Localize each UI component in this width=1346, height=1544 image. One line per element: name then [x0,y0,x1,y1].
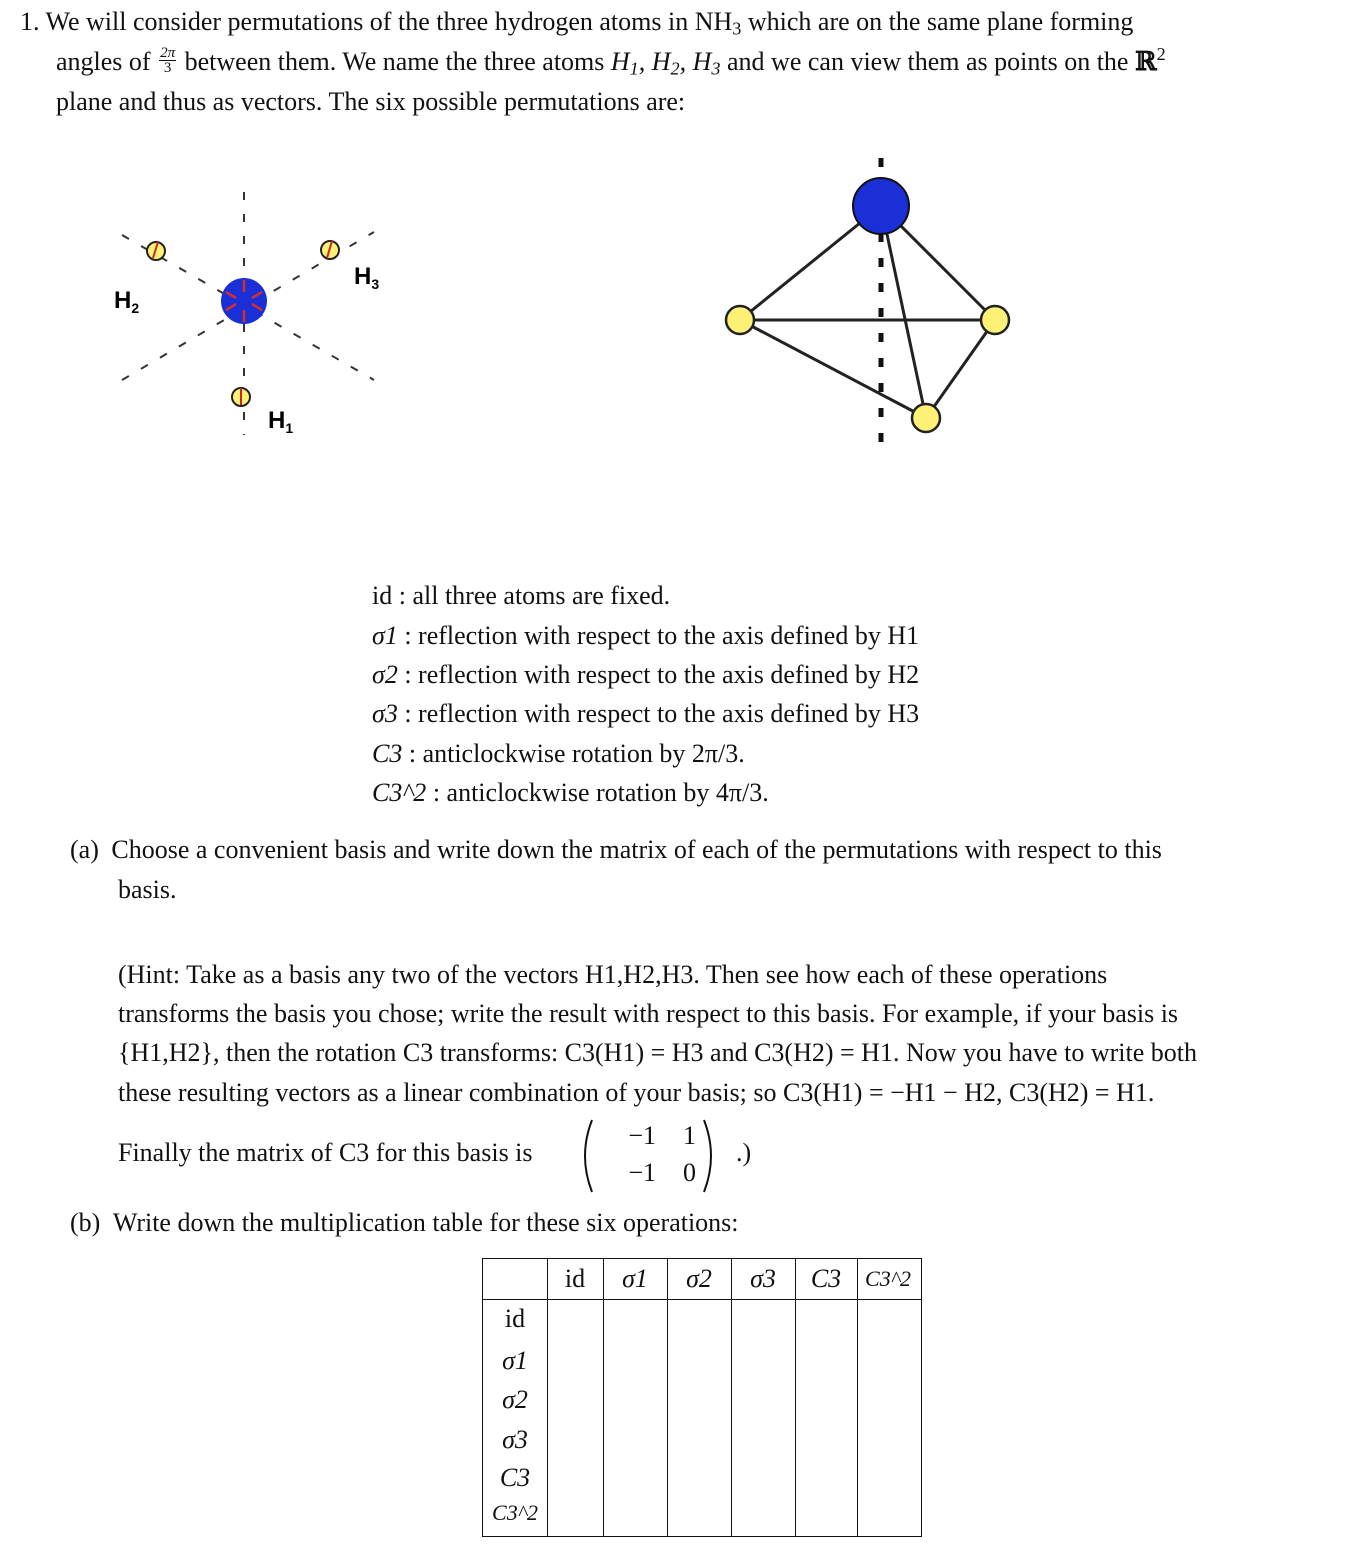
part-text: Write down the multiplication table for these six operations: [112,1208,739,1237]
molecule-pyramid-diagram [700,150,1040,460]
label-h2: $H_2$ [114,287,140,316]
perm-symbol: id [372,581,393,610]
perm-symbol: C3 [372,739,403,768]
intro-text: angles of [56,47,158,76]
row-header-c3: C3 [499,1463,531,1492]
row-header-sigma1: σ1 [502,1346,528,1375]
part-text: Choose a convenient basis and write down the matrix of each of the permutations with respect to this [111,835,1162,864]
hydrogen-atom-right [981,306,1009,334]
row-header-sigma2: σ2 [502,1385,528,1414]
fraction-2pi-3 [159,46,176,75]
fraction-num: 2π [160,44,176,61]
subscript: 3 [732,18,742,39]
row-header-c3-squared: C3^2 [492,1500,538,1525]
perm-desc: : reflection with respect to the axis defined by H1 [397,621,920,650]
table-col-separator [603,1259,604,1536]
col-header-c3: C3 [810,1264,842,1293]
problem-intro-line-1 [20,6,1133,38]
intro-text: We will consider permutations of the three hydrogen atoms in NH [45,7,733,36]
perm-symbol: σ2 [372,660,398,689]
matrix-entry: −1 [628,1121,656,1150]
hydrogen-atom-front [912,404,940,432]
table-col-separator [667,1259,668,1536]
hint-line-1: (Hint: Take as a basis any two of the vectors H1,H2,H3. Then see how each of these operations [118,960,1108,989]
perm-desc: : anticlockwise rotation by 2π/3. [402,739,745,768]
matrix-entry: 1 [683,1121,696,1150]
col-header-sigma3: σ3 [750,1264,776,1293]
hint-line-5: Finally the matrix of C3 for this basis is [118,1138,533,1167]
part-a-line-2: basis. [118,875,177,904]
perm-c3-squared [372,777,769,809]
row-header-id: id [504,1304,526,1333]
table-col-separator [547,1259,548,1536]
perm-sigma3 [372,698,919,730]
hint-line-4: these resulting vectors as a linear combination of your basis; so C3(H1) = −H1 − H2, C3(H2) = H1. [118,1078,1155,1107]
perm-desc: : anticlockwise rotation by 4π/3. [426,778,769,807]
table-col-separator [795,1259,796,1536]
col-header-c3-squared: C3^2 [865,1266,911,1291]
hint-line-2: transforms the basis you chose; write the result with respect to this basis. For example, if your basis is [118,999,1179,1028]
table-col-separator [857,1259,858,1536]
perm-desc: : reflection with respect to the axis defined by H3 [397,699,920,728]
fraction-den: 3 [163,59,172,76]
label-h3: $H_3$ [354,263,380,292]
hint-end: .) [736,1138,752,1167]
perm-symbol: σ3 [372,699,398,728]
intro-text: between them. We name the three atoms [178,47,611,76]
intro-text: which are on the same plane forming [741,7,1134,36]
atom-list: $H_1$, $H_2$, $H_3$ [610,47,721,79]
problem-number: 1. [20,7,40,36]
perm-desc: : reflection with respect to the axis defined by H2 [397,660,920,689]
molecule-top-view-diagram [100,180,400,440]
col-header-sigma1: σ1 [622,1264,648,1293]
pyramid-edges [740,206,995,418]
perm-sigma1 [372,620,919,652]
perm-id [372,580,670,612]
intro-text: and we can view them as points on the [720,47,1135,76]
perm-symbol: C3^2 [372,778,427,807]
perm-c3 [372,738,745,770]
part-label: (a) [70,835,99,864]
col-header-id: id [564,1264,586,1293]
matrix-entry: 0 [683,1158,696,1187]
nitrogen-atom-apex [853,178,909,234]
part-label: (b) [70,1208,101,1237]
table-header-separator [483,1299,921,1300]
hydrogen-atom-left [726,306,754,334]
problem-intro-line-2: angles of $\frac{2\pi}{3}$ between them. We name the three atoms $H_1$, $H_2$, $H_3$ and we can view them as points on the ℝ$^2$ [56,44,1166,79]
label-h1: $H_1$ [268,407,294,436]
perm-sigma2 [372,659,919,691]
problem-intro-line-3: plane and thus as vectors. The six possible permutations are: [56,87,686,116]
perm-symbol: σ1 [372,621,398,650]
part-a-line-1 [70,834,1162,866]
row-header-sigma3: σ3 [502,1425,528,1454]
matrix-entry: −1 [628,1158,656,1187]
real-numbers-symbol: ℝ [1134,47,1157,77]
multiplication-table [482,1258,922,1537]
col-header-sigma2: σ2 [686,1264,712,1293]
perm-desc: : all three atoms are fixed. [392,581,671,610]
part-b-line [70,1207,739,1239]
atom-symbol: H [610,47,630,76]
table-col-separator [731,1259,732,1536]
hint-line-3: {H1,H2}, then the rotation C3 transforms: C3(H1) = H3 and C3(H2) = H1. Now you have to write both [118,1038,1197,1067]
